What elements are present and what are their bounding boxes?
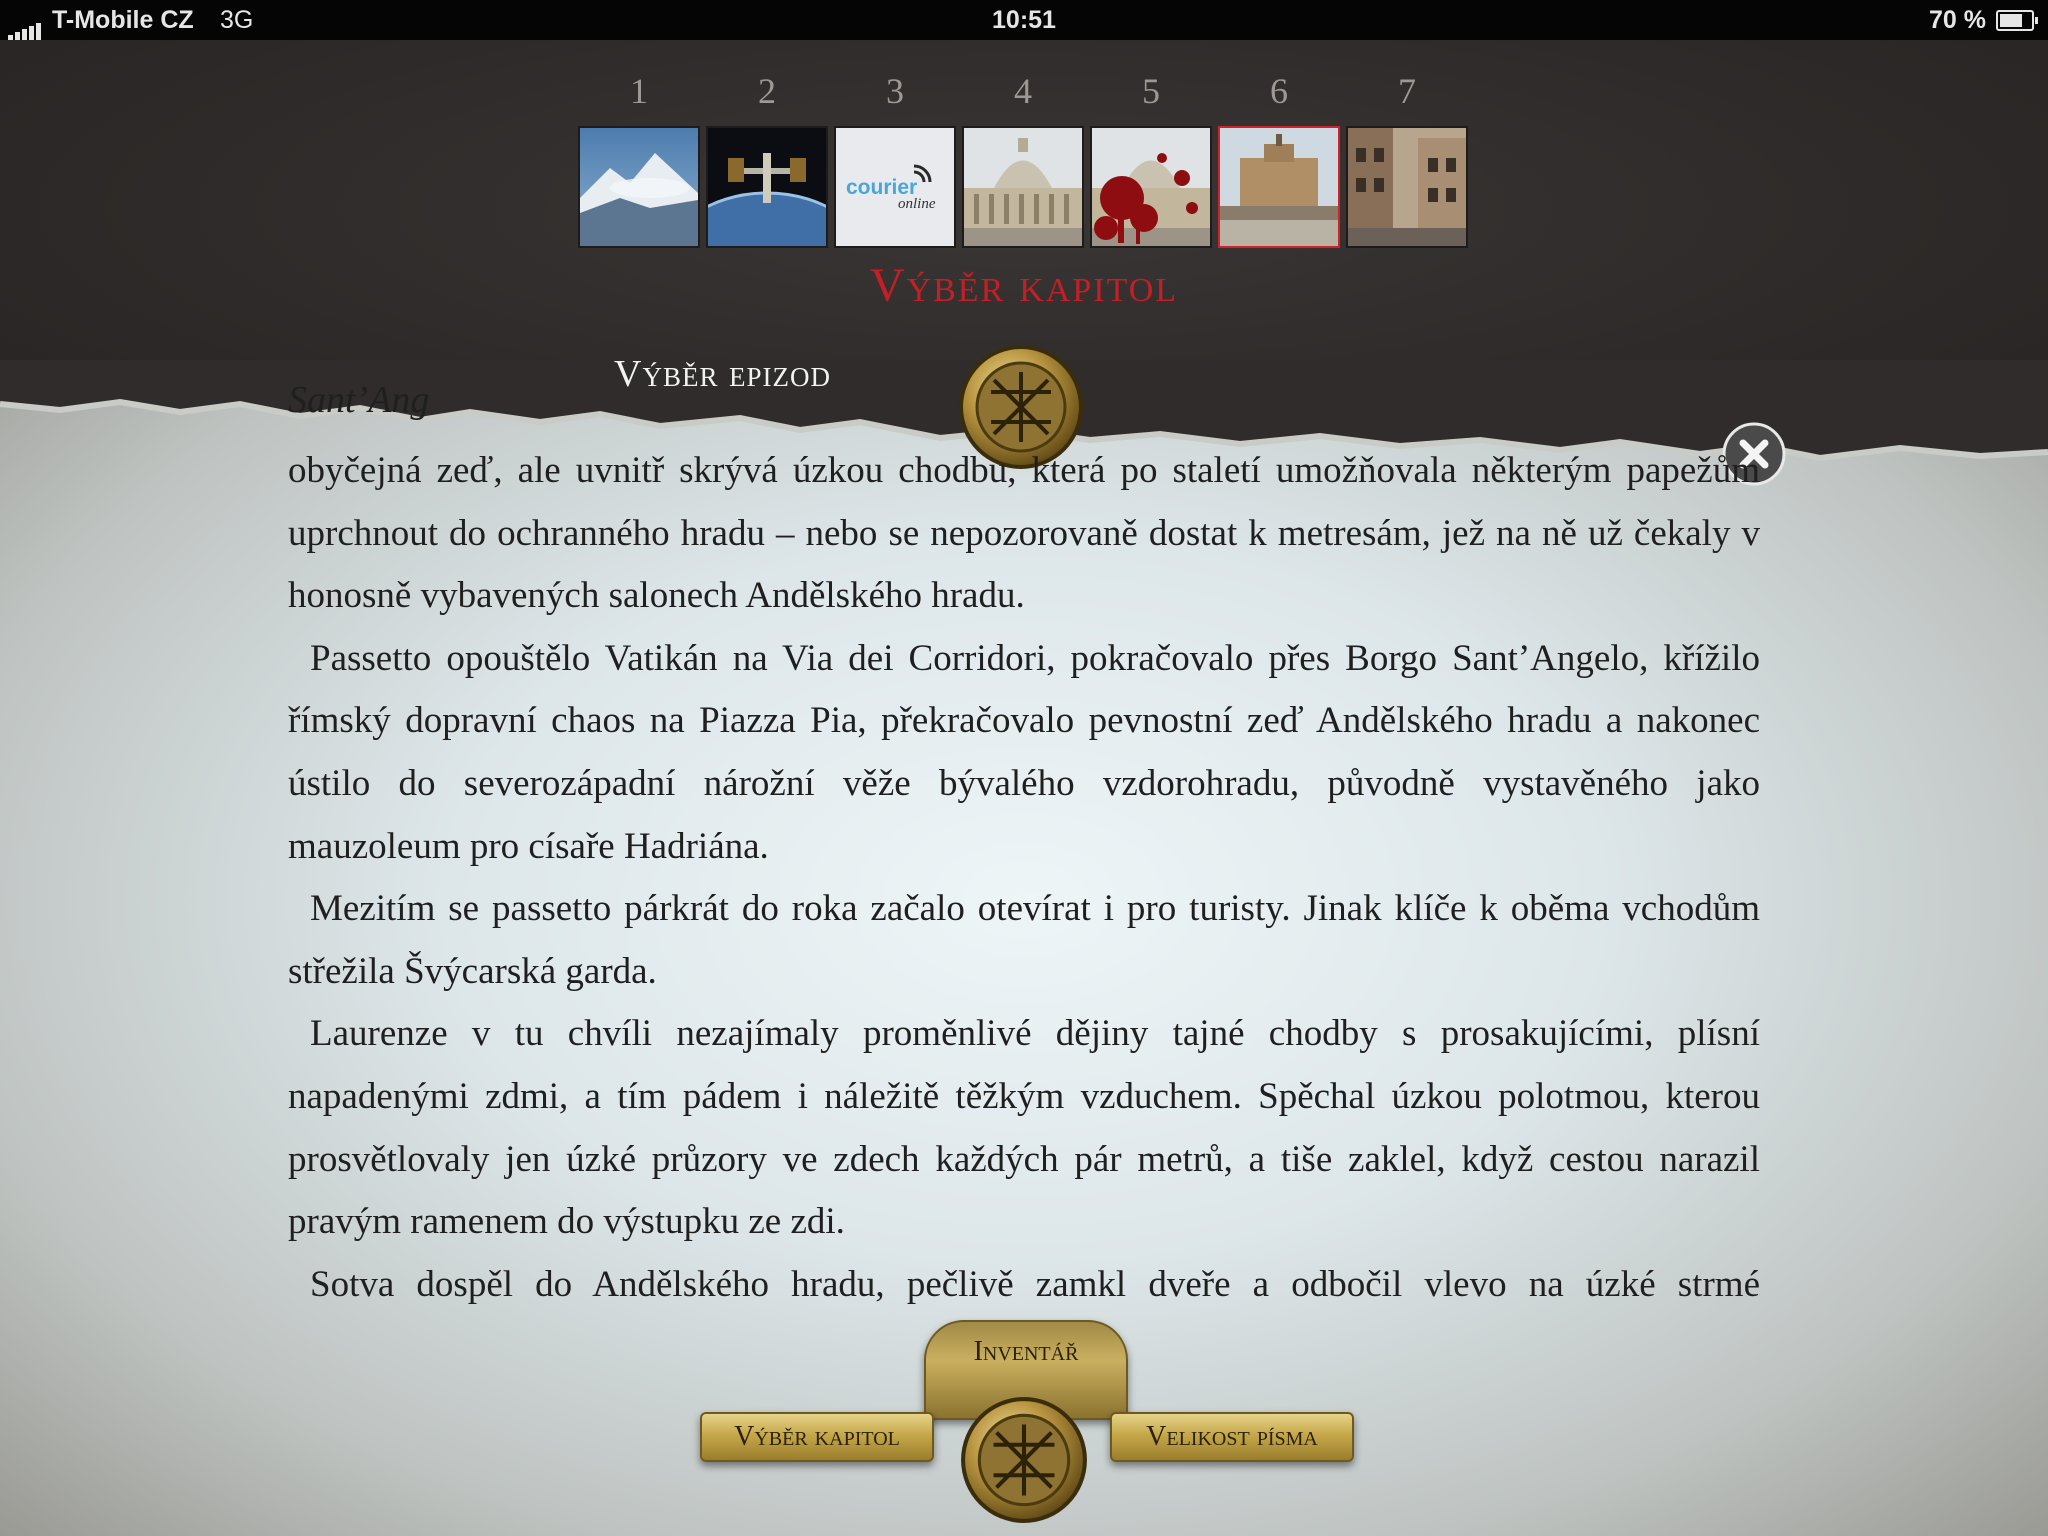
battery-icon xyxy=(1996,10,2034,31)
paragraph: Laurenze v tu chvíli nezajímaly proměnlivé dějiny tajné chodby s prosakujícími, plísní napadenými zdmi, a tím pádem i náležitě těžkým vzduchem. Spěchal úzkou polotmou, kterou prosvětlovaly jen úzké průzory ve zdech každých pár metrů, a tiše zaklel, když cestou narazil pravým ramenem do výstupku ze zdi. xyxy=(288,1013,1760,1243)
chapter-item-7[interactable] xyxy=(1346,70,1468,250)
battery-percent: 70 % xyxy=(1929,6,1986,34)
font-size-button[interactable]: Velikost písma xyxy=(1110,1412,1354,1462)
chapter-item-2[interactable] xyxy=(706,70,828,250)
chapter-item-6[interactable] xyxy=(1218,70,1340,250)
status-bar xyxy=(0,0,2048,40)
episode-selection-button[interactable]: Výběr epizod xyxy=(614,353,831,395)
space-station-thumb[interactable] xyxy=(706,126,828,248)
bottom-control-bar xyxy=(690,1320,1358,1510)
chapter-selection-title: Výběr kapitol xyxy=(869,259,1179,312)
paragraph: Passetto opouštělo Vatikán na Via dei Corridori, pokračovalo přes Borgo Sant’Angelo, křížilo římský dopravní chaos na Piazza Pia, překračovalo pevnostní zeď Andělského hradu a nakonec ústilo do severozápadní nárožní věže bývalého vzdorohradu, původně vystavěného jako mauzoleum pro císaře Hadriána. xyxy=(288,637,1760,867)
chapter-number: 6 xyxy=(1270,71,1288,111)
chapter-number: 1 xyxy=(630,71,648,111)
paragraph: Mezitím se passetto párkrát do roka začalo otevírat i pro turisty. Jinak klíče k oběma vchodům střežila Švýcarská garda. xyxy=(288,888,1760,992)
inventory-button[interactable]: Inventář xyxy=(924,1320,1128,1420)
carrier-name: T-Mobile CZ xyxy=(52,6,194,34)
clock: 10:51 xyxy=(992,6,1056,34)
st-peters-thumb[interactable] xyxy=(962,126,1084,248)
rome-street-thumb[interactable] xyxy=(1346,126,1468,248)
chapter-number: 5 xyxy=(1142,71,1160,111)
chapter-heading-partial: Sant’Ang xyxy=(288,379,430,421)
paragraph: Sotva dospěl do Andělského hradu, pečlivě zamkl dveře a odbočil vlevo na úzké strmé xyxy=(310,1263,1760,1305)
castel-sant-angelo-thumb[interactable] xyxy=(1218,126,1340,248)
chapter-number: 7 xyxy=(1398,71,1416,111)
chapter-number: 2 xyxy=(758,71,776,111)
chapter-selector xyxy=(578,70,1470,250)
compass-medallion-icon[interactable] xyxy=(958,1394,1090,1526)
courier-logo-sub: online xyxy=(898,196,936,212)
paragraph: obyčejná zeď, ale uvnitř skrývá úzkou chodbu, která po staletí umožňovala některým papežům uprchnout do ochranného hradu – nebo se nepozorovaně dostat k metresám, jež na ně už čekaly v honosně vybavených salonech Andělského hradu. xyxy=(288,450,1760,617)
chapter-selection-button[interactable]: Výběr kapitol xyxy=(700,1412,934,1462)
chapter-item-4[interactable] xyxy=(962,70,1084,250)
mountain-thumb[interactable] xyxy=(578,126,700,248)
chapter-number: 3 xyxy=(886,71,904,111)
chapter-number: 4 xyxy=(1014,71,1032,111)
courier-online-thumb[interactable] xyxy=(834,126,956,248)
chapter-item-5[interactable] xyxy=(1090,70,1212,250)
chapter-item-3[interactable] xyxy=(834,70,956,250)
courier-logo-text: courier xyxy=(846,176,918,199)
chapter-item-1[interactable] xyxy=(578,70,700,250)
network-type: 3G xyxy=(220,6,254,34)
book-text xyxy=(288,440,1760,1316)
bloody-st-peters-thumb[interactable] xyxy=(1090,126,1212,248)
